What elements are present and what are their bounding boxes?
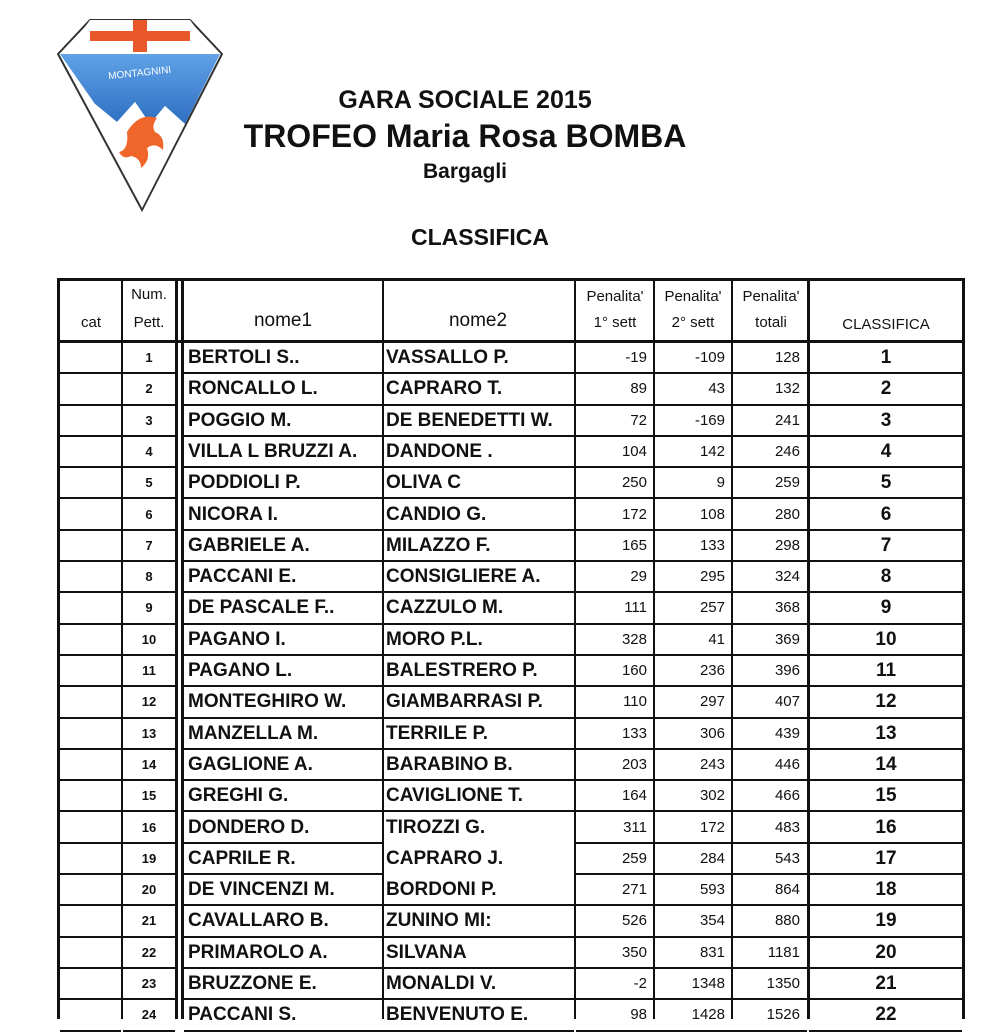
penalty-week-2: 302 [699, 787, 725, 805]
penalty-week-1: 160 [621, 662, 647, 679]
bib-number: 3 [145, 412, 153, 428]
final-rank: 21 [875, 973, 897, 994]
table-row [57, 938, 965, 969]
table-row [57, 656, 965, 687]
penalty-total: 543 [774, 849, 800, 867]
final-rank: 22 [875, 1004, 897, 1026]
penalty-week-2: -109 [694, 349, 725, 366]
competitor-name-2: GIAMBARRASI P. [386, 691, 543, 713]
competitor-name-1: PACCANI S. [188, 1004, 297, 1026]
competitor-name-2: MORO P.L. [386, 628, 483, 650]
bib-number: 2 [145, 381, 153, 397]
penalty-total: 396 [774, 662, 800, 679]
penalty-week-2: 1348 [691, 975, 725, 992]
table-row [57, 687, 965, 718]
row-line [184, 1030, 574, 1032]
penalty-week-2: 1428 [691, 1006, 725, 1024]
penalty-total: 128 [774, 349, 800, 366]
penalty-week-2: 831 [699, 943, 725, 961]
penalty-week-1: 72 [630, 411, 647, 429]
competitor-name-1: CAVALLARO B. [188, 910, 329, 932]
table-row [57, 875, 965, 906]
final-rank: 11 [875, 660, 897, 681]
bib-number: 7 [145, 537, 153, 553]
bib-number: 9 [145, 600, 153, 616]
bib-number: 12 [141, 694, 157, 710]
final-rank: 3 [880, 409, 892, 431]
table-row [57, 343, 965, 374]
competitor-name-2: BORDONI P. [386, 879, 497, 901]
final-rank: 16 [875, 816, 897, 838]
competitor-name-1: PRIMAROLO A. [188, 941, 328, 963]
penalty-week-2: 142 [699, 442, 725, 460]
penalty-week-2: 354 [699, 912, 725, 930]
penalty-week-2: 306 [699, 724, 725, 742]
penalty-week-2: 236 [699, 662, 725, 679]
final-rank: 19 [875, 910, 897, 932]
competitor-name-1: GABRIELE A. [188, 534, 310, 556]
table-row [57, 750, 965, 781]
final-rank: 17 [875, 847, 897, 869]
penalty-total: 132 [774, 380, 800, 398]
penalty-total: 864 [774, 881, 800, 899]
competitor-name-2: DANDONE . [386, 440, 493, 462]
bib-number: 21 [141, 913, 157, 929]
col-header-nome1: nome1 [253, 310, 313, 331]
penalty-week-2: 297 [699, 693, 725, 711]
col-header-pen2-b: 2° sett [671, 314, 715, 331]
competitor-name-2: OLIVA C [386, 472, 461, 494]
penalty-week-1: 104 [621, 442, 647, 460]
penalty-week-1: 29 [630, 568, 647, 586]
penalty-total: 280 [774, 505, 800, 523]
penalty-total: 259 [774, 474, 800, 492]
table-row [57, 531, 965, 562]
col-header-pen1-a: Penalita' [586, 288, 644, 305]
final-rank: 5 [880, 472, 892, 494]
penalty-week-1: 259 [621, 849, 647, 867]
penalty-week-1: 172 [621, 505, 647, 523]
table-row [57, 468, 965, 499]
competitor-name-2: TIROZZI G. [386, 816, 486, 838]
penalty-week-1: 526 [621, 912, 647, 930]
bib-number: 22 [141, 944, 157, 960]
row-line [576, 1030, 807, 1032]
row-line [60, 1030, 121, 1032]
competitor-name-2: MILAZZO F. [386, 534, 491, 556]
competitor-name-1: MONTEGHIRO W. [188, 691, 347, 713]
competitor-name-1: MANZELLA M. [188, 722, 319, 744]
final-rank: 13 [875, 722, 897, 744]
table-row [57, 406, 965, 437]
penalty-week-2: 593 [699, 881, 725, 899]
penalty-week-2: 295 [699, 568, 725, 586]
table-top-border [57, 278, 965, 281]
bib-number: 11 [142, 663, 156, 678]
penalty-week-1: 311 [623, 818, 647, 836]
table-row [57, 969, 965, 1000]
penalty-week-1: 98 [630, 1006, 647, 1024]
final-rank: 2 [880, 378, 892, 400]
competitor-name-2: BALESTRERO P. [386, 660, 538, 681]
table-row [57, 625, 965, 656]
penalty-week-1: -2 [633, 975, 647, 992]
final-rank: 18 [875, 879, 897, 901]
competitor-name-1: BRUZZONE E. [188, 973, 317, 994]
penalty-total: 1526 [766, 1006, 800, 1024]
bib-number: 1 [145, 350, 153, 365]
bib-number: 19 [141, 850, 157, 866]
competitor-name-1: DONDERO D. [188, 816, 310, 838]
competitor-name-1: PAGANO L. [188, 660, 293, 681]
penalty-week-2: 243 [699, 755, 725, 773]
final-rank: 12 [875, 691, 897, 713]
competitor-name-1: DE PASCALE F.. [188, 597, 335, 619]
table-row [57, 813, 965, 844]
penalty-week-2: 172 [699, 818, 725, 836]
final-rank: 15 [875, 785, 897, 807]
competitor-name-1: DE VINCENZI M. [188, 879, 335, 901]
competitor-name-1: NICORA I. [188, 503, 279, 525]
competitor-name-2: CAPRARO T. [386, 378, 503, 400]
bib-number: 10 [141, 631, 157, 647]
ranking-table [57, 278, 965, 1026]
penalty-total: 369 [774, 630, 800, 648]
penalty-week-1: 250 [621, 474, 647, 492]
table-row [57, 500, 965, 531]
bib-number: 4 [145, 443, 153, 459]
penalty-week-1: 89 [630, 380, 647, 398]
competitor-name-2: DE BENEDETTI W. [386, 409, 553, 431]
competitor-name-1: PACCANI E. [188, 566, 297, 588]
competitor-name-1: PODDIOLI P. [188, 472, 301, 494]
competitor-name-2: MONALDI V. [386, 973, 497, 994]
table-row [57, 1000, 965, 1031]
penalty-week-2: 133 [699, 536, 725, 554]
bib-number: 8 [145, 569, 153, 585]
competitor-name-2: BENVENUTO E. [386, 1004, 529, 1026]
competitor-name-1: RONCALLO L. [188, 378, 318, 400]
row-line [123, 1030, 175, 1032]
competitor-name-1: PAGANO I. [188, 628, 286, 650]
competitor-name-2: CANDIO G. [386, 503, 487, 525]
final-rank: 9 [880, 597, 892, 619]
competitor-name-2: TERRILE P. [386, 722, 489, 744]
competitor-name-2: VASSALLO P. [386, 347, 509, 368]
penalty-week-2: 108 [699, 505, 725, 523]
table-row [57, 593, 965, 624]
col-header-pen2-a: Penalita' [664, 288, 722, 305]
penalty-total: 324 [774, 568, 800, 586]
col-header-classifica: CLASSIFICA [842, 316, 930, 333]
location-title: Bargagli [422, 160, 508, 183]
col-header-pett: Pett. [133, 314, 165, 331]
final-rank: 20 [875, 941, 897, 963]
competitor-name-2: CONSIGLIERE A. [386, 566, 541, 588]
table-row [57, 437, 965, 468]
penalty-week-2: 41 [708, 630, 725, 648]
competitor-name-2: CAVIGLIONE T. [386, 785, 523, 807]
trophy-title: TROFEO Maria Rosa BOMBA [243, 118, 687, 154]
competitor-name-1: POGGIO M. [188, 409, 292, 431]
penalty-week-1: 110 [623, 693, 647, 711]
competitor-name-1: CAPRILE R. [188, 847, 296, 869]
col-header-nome2: nome2 [448, 310, 508, 331]
bib-number: 20 [141, 882, 157, 898]
competitor-name-2: CAPRARO J. [386, 847, 504, 869]
penalty-week-1: 328 [621, 630, 647, 648]
final-rank: 14 [875, 753, 897, 775]
competitor-name-2: BARABINO B. [386, 753, 513, 775]
bib-number: 15 [141, 788, 157, 804]
final-rank: 10 [875, 628, 897, 650]
table-row [57, 781, 965, 812]
penalty-total: 446 [774, 755, 800, 773]
penalty-week-1: 271 [621, 881, 647, 899]
table-row [57, 844, 965, 875]
penalty-total: 466 [774, 787, 800, 805]
penalty-week-2: 9 [716, 474, 725, 492]
logo-text: MONTAGNINI [107, 64, 172, 83]
section-title: CLASSIFICA [411, 224, 549, 250]
penalty-week-2: 257 [699, 599, 725, 617]
row-line [809, 1030, 962, 1032]
final-rank: 4 [880, 440, 892, 462]
penalty-total: 1181 [767, 943, 800, 961]
penalty-total: 407 [774, 693, 800, 711]
col-header-num: Num. [131, 286, 167, 303]
competitor-name-2: ZUNINO MI: [386, 910, 492, 932]
col-header-pent-a: Penalita' [742, 288, 800, 305]
bib-number: 16 [141, 819, 157, 835]
table-row [57, 719, 965, 750]
bib-number: 14 [141, 756, 157, 772]
penalty-total: 1350 [766, 975, 800, 992]
penalty-total: 439 [774, 724, 800, 742]
penalty-week-1: 203 [621, 755, 647, 773]
table-row [57, 374, 965, 405]
competitor-name-1: GREGHI G. [188, 785, 289, 807]
final-rank: 8 [880, 566, 892, 588]
penalty-total: 368 [774, 599, 800, 617]
penalty-total: 298 [774, 536, 800, 554]
bib-number: 24 [141, 1007, 157, 1023]
bib-number: 6 [145, 506, 153, 522]
penalty-week-1: 350 [621, 943, 647, 961]
table-row [57, 562, 965, 593]
penalty-week-2: 43 [708, 380, 725, 398]
col-header-pen1-b: 1° sett [593, 314, 637, 331]
competitor-name-1: GAGLIONE A. [188, 753, 313, 775]
penalty-week-2: -169 [694, 411, 725, 429]
bib-number: 13 [141, 725, 157, 741]
penalty-total: 241 [774, 411, 800, 429]
penalty-week-2: 284 [699, 849, 725, 867]
penalty-week-1: 111 [624, 599, 647, 617]
penalty-week-1: 165 [621, 536, 647, 554]
penalty-total: 483 [774, 818, 800, 836]
col-header-pent-b: totali [755, 314, 787, 331]
event-title: GARA SOCIALE 2015 [338, 86, 592, 114]
final-rank: 6 [880, 503, 892, 525]
final-rank: 7 [880, 534, 892, 556]
bib-number: 23 [141, 976, 157, 991]
penalty-week-1: 133 [621, 724, 647, 742]
bib-number: 5 [145, 475, 153, 491]
table-row [57, 906, 965, 937]
competitor-name-2: SILVANA [386, 941, 467, 963]
competitor-name-1: VILLA L BRUZZI A. [188, 440, 358, 462]
competitor-name-2: CAZZULO M. [386, 597, 504, 619]
col-header-cat: cat [80, 314, 101, 331]
penalty-total: 880 [774, 912, 800, 930]
final-rank: 1 [880, 347, 892, 368]
penalty-total: 246 [774, 442, 800, 460]
competitor-name-1: BERTOLI S.. [188, 347, 300, 368]
penalty-week-1: -19 [625, 349, 647, 366]
penalty-week-1: 164 [621, 787, 647, 805]
